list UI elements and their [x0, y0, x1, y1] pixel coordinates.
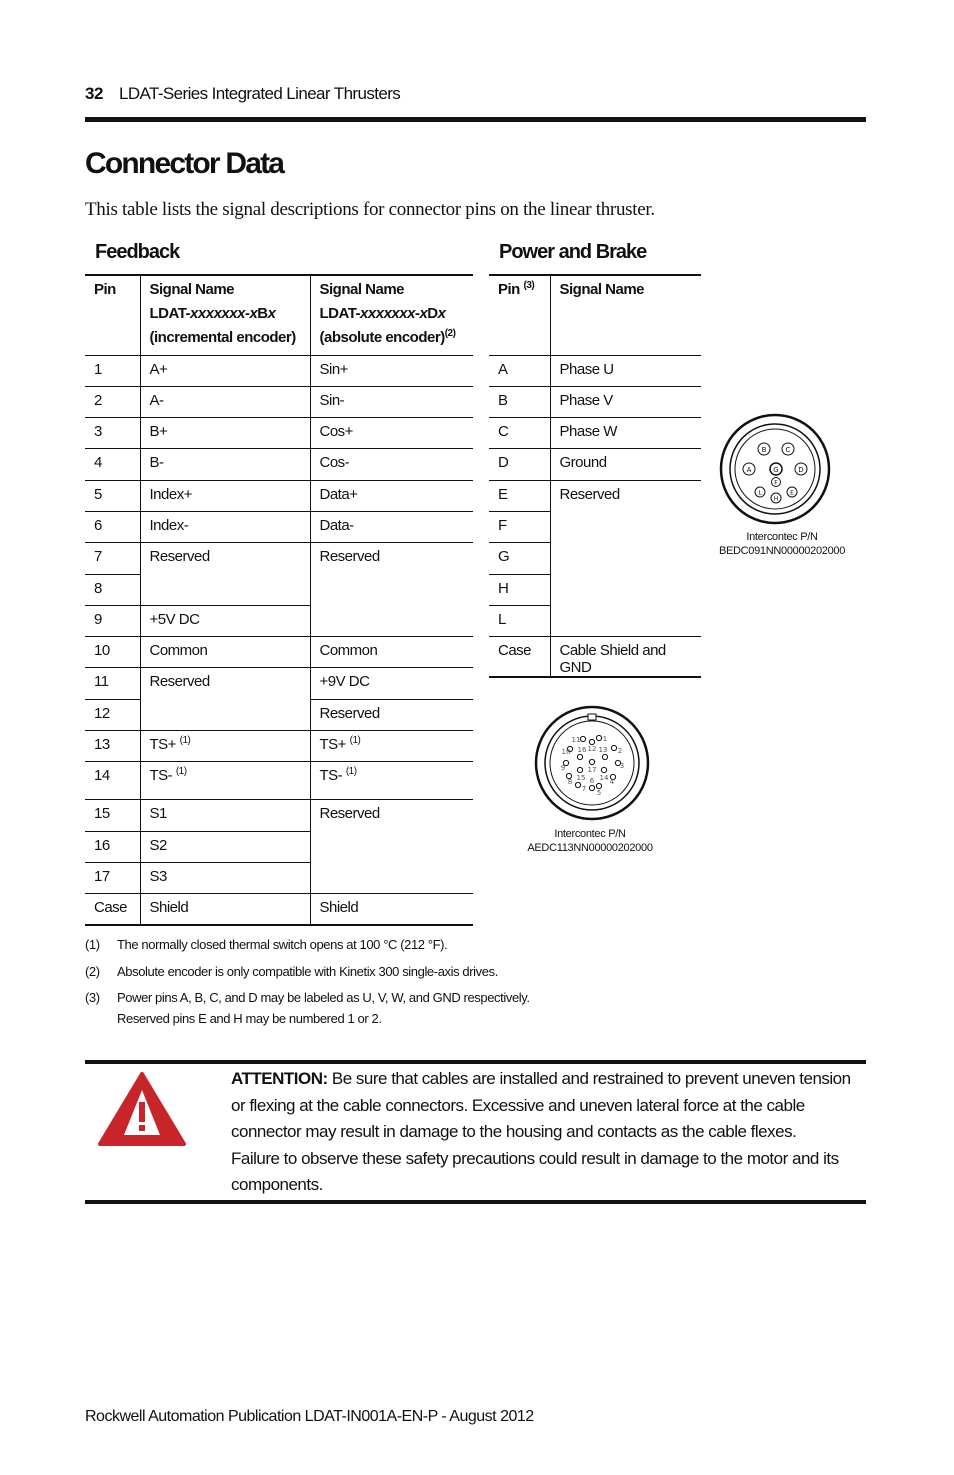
table-row: H	[489, 574, 701, 605]
pin-a	[743, 463, 755, 475]
pin-f	[772, 478, 781, 487]
pin-c	[782, 443, 794, 455]
svg-text:7: 7	[581, 785, 587, 793]
pin-e	[787, 487, 797, 497]
attention-top-rule	[85, 1060, 866, 1064]
svg-text:16: 16	[577, 746, 587, 754]
pin-b	[758, 443, 770, 455]
svg-text:8: 8	[567, 778, 573, 786]
power-title: Power and Brake	[499, 241, 647, 263]
svg-text:15: 15	[576, 774, 586, 782]
table-row: Case Shield Shield	[85, 894, 473, 925]
table-row: 6 Index- Data-	[85, 511, 473, 542]
svg-text:C: C	[785, 446, 791, 454]
warning-triangle-icon	[97, 1070, 187, 1148]
pin-8	[566, 773, 572, 786]
pin-2	[611, 745, 622, 755]
svg-text:12: 12	[587, 745, 597, 753]
attention-label: ATTENTION:	[231, 1069, 328, 1088]
pin-11	[572, 736, 586, 744]
svg-text:D: D	[798, 466, 804, 474]
pin-1	[596, 735, 607, 743]
power-connector-diagram	[718, 412, 832, 526]
table-row: 2 A- Sin-	[85, 386, 473, 417]
power-col-pin: Pin $^{(3)}$	[489, 275, 550, 355]
running-title: LDAT-Series Integrated Linear Thrusters	[119, 84, 401, 103]
svg-text:14: 14	[599, 774, 609, 782]
svg-text:9: 9	[560, 764, 566, 772]
table-row: F	[489, 511, 701, 542]
svg-text:11: 11	[571, 736, 581, 744]
table-row: 11 Reserved +9V DC	[85, 668, 473, 699]
table-row: Case Cable Shield and GND	[489, 637, 701, 678]
pin-4	[610, 774, 616, 786]
footnote-3: (3) Power pins A, B, C, and D may be labeled as U, V, W, and GND respectively.	[85, 990, 530, 1005]
svg-text:10: 10	[561, 748, 571, 756]
power-col-signal: Signal Name	[550, 275, 701, 355]
svg-text:6: 6	[589, 777, 595, 785]
svg-text:H: H	[773, 495, 779, 503]
table-row: 9 +5V DC	[85, 605, 473, 636]
table-row: 10 Common Common	[85, 637, 473, 668]
table-row: 7 Reserved Reserved	[85, 543, 473, 574]
attention-text: ATTENTION: Be sure that cables are installed and restrained to prevent uneven tension or flexing at the cable connectors. Excessive and uneven lateral force at the cable connector may result in damage to the housing and contacts as the cable flexes. Failure to observe these safety precautions could result in damage to the motor and its components.	[231, 1069, 851, 1194]
table-row: 12 Reserved	[85, 699, 473, 730]
table-row: 16 S2	[85, 831, 473, 862]
svg-text:A: A	[746, 466, 752, 474]
footnote-3-line2: Reserved pins E and H may be numbered 1 or 2.	[117, 1011, 382, 1026]
pin-10	[562, 746, 573, 756]
pin-13	[599, 746, 608, 760]
pin-15	[577, 767, 586, 782]
pin-l	[755, 487, 765, 497]
pin-h	[771, 493, 781, 503]
table-row: 5 Index+ Data+	[85, 480, 473, 511]
table-row: C Phase W	[489, 418, 701, 449]
pin-14	[600, 767, 609, 782]
pin-7	[575, 782, 586, 793]
pin-5	[596, 783, 601, 797]
page-footer: Rockwell Automation Publication LDAT-IN001A-EN-P - August 2012	[85, 1408, 534, 1425]
pin-12	[588, 739, 597, 753]
svg-text:13: 13	[598, 746, 608, 754]
svg-text:5: 5	[596, 789, 602, 797]
table-row: E Reserved	[489, 480, 701, 511]
attention-bottom-rule	[85, 1200, 866, 1204]
svg-text:B: B	[761, 446, 767, 454]
table-row: G	[489, 543, 701, 574]
feedback-col-absolute: Signal Name LDAT-xxxxxxx-xDx (absolute encoder)$^{(2)}$	[310, 275, 473, 355]
table-row: 8	[85, 574, 473, 605]
svg-text:F: F	[774, 479, 778, 487]
svg-text:2: 2	[617, 747, 623, 755]
table-row: 1 A+ Sin+	[85, 355, 473, 386]
page-number: 32	[85, 84, 103, 103]
feedback-col-pin: Pin	[85, 275, 140, 355]
feedback-table	[85, 274, 473, 926]
table-row: D Ground	[489, 449, 701, 480]
feedback-connector-diagram	[533, 704, 651, 822]
table-row: L	[489, 605, 701, 636]
pin-6	[589, 777, 594, 791]
svg-text:G: G	[773, 466, 779, 474]
header-rule	[85, 117, 866, 122]
intro-text: This table lists the signal descriptions for connector pins on the linear thruster.	[85, 199, 655, 220]
pin-9	[561, 760, 569, 772]
feedback-connector-label: Intercontec P/N AEDC113NN00000202000	[527, 828, 653, 854]
table-row: 17 S3	[85, 862, 473, 893]
svg-text:4: 4	[609, 778, 615, 786]
table-row: 15 S1 Reserved	[85, 800, 473, 831]
pin-3	[615, 760, 624, 770]
feedback-col-incremental: Signal Name LDAT-xxxxxxx-xBx (incremental encoder)	[140, 275, 310, 355]
svg-text:E: E	[790, 489, 794, 497]
feedback-title: Feedback	[95, 241, 180, 263]
page-title: Connector Data	[85, 147, 284, 180]
svg-text:17: 17	[587, 766, 597, 774]
svg-text:3: 3	[619, 762, 625, 770]
footnote-1: (1) The normally closed thermal switch opens at 100 °C (212 °F).	[85, 937, 448, 952]
svg-text:1: 1	[602, 735, 608, 743]
pin-17	[588, 759, 597, 774]
table-row: 13 TS+ $^{(1)}$ TS+ $^{(1)}$	[85, 731, 473, 762]
pin-16	[577, 746, 587, 760]
table-row: 3 B+ Cos+	[85, 418, 473, 449]
power-connector-label: Intercontec P/N BEDC091NN00000202000	[718, 531, 846, 557]
svg-text:L: L	[758, 489, 762, 497]
pin-g	[770, 463, 782, 475]
table-row: 4 B- Cos-	[85, 449, 473, 480]
table-row: A Phase U	[489, 355, 701, 386]
power-table	[489, 274, 701, 678]
pin-d	[795, 463, 807, 475]
table-row: 14 TS- $^{(1)}$ TS- $^{(1)}$	[85, 762, 473, 800]
table-row: B Phase V	[489, 386, 701, 417]
footnote-2: (2) Absolute encoder is only compatible with Kinetix 300 single-axis drives.	[85, 964, 498, 979]
